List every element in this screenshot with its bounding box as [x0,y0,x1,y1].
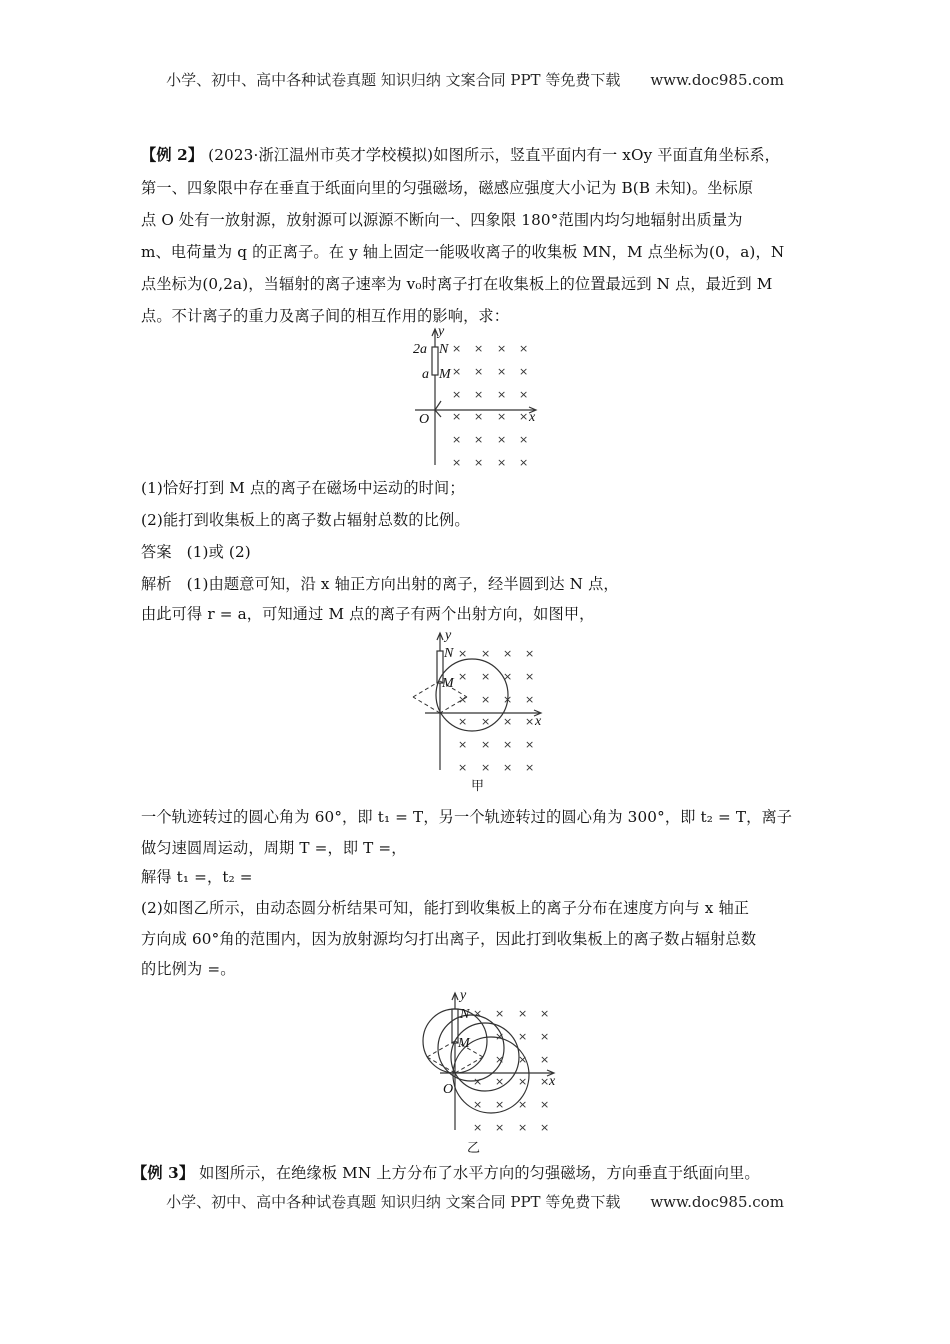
svg-text:×: × [519,433,529,446]
svg-text:×: × [495,1053,505,1066]
example3-text: 如图所示，在绝缘板 MN 上方分布了水平方向的匀强磁场，方向垂直于纸面向里。 [199,1164,760,1182]
x-axis-label: x [529,410,536,425]
label-N: N [439,342,449,357]
svg-text:×: × [519,456,529,469]
analysis-label: 解析 [141,575,172,593]
svg-text:×: × [474,365,484,378]
svg-text:×: × [540,1007,550,1020]
svg-text:x: x [535,714,542,729]
svg-text:×: × [503,647,513,660]
example2-tag: 【例 2】 [141,146,204,164]
analysis-line-1: 解析 (1)由题意可知，沿 x 轴正方向出射的离子，经半圆到达 N 点， [141,575,619,593]
svg-text:×: × [473,1098,483,1111]
svg-text:×: × [518,1007,528,1020]
example2-line-4: m、电荷量为 q 的正离子。在 y 轴上固定一能吸收离子的收集板 MN，M 点坐标为(0，a)，N [141,243,785,261]
svg-text:×: × [518,1053,528,1066]
svg-text:M: M [458,1036,470,1051]
svg-text:×: × [452,456,462,469]
svg-text:N: N [460,1007,470,1022]
svg-text:×: × [458,693,468,706]
header-url[interactable]: www.doc985.com [650,71,784,89]
svg-text:×: × [458,738,468,751]
svg-text:×: × [525,715,535,728]
answer-label: 答案 [141,543,172,561]
figure-jia [405,625,555,795]
question-2: (2)能打到收集板上的离子数占辐射总数的比例。 [141,511,470,529]
svg-text:×: × [525,670,535,683]
svg-text:×: × [503,761,513,774]
svg-text:×: × [458,715,468,728]
svg-text:×: × [497,365,507,378]
svg-text:×: × [481,738,491,751]
svg-text:×: × [519,388,529,401]
svg-text:×: × [540,1053,550,1066]
svg-text:×: × [540,1098,550,1111]
analysis-line-8: 的比例为 =。 [141,960,236,978]
svg-text:x: x [549,1074,556,1089]
svg-text:×: × [474,388,484,401]
analysis-line-2: 由此可得 r = a，可知通过 M 点的离子有两个出射方向，如图甲， [141,605,595,623]
svg-text:×: × [518,1098,528,1111]
svg-text:N: N [444,646,454,661]
svg-text:×: × [519,410,529,423]
svg-text:×: × [503,670,513,683]
svg-text:×: × [497,388,507,401]
page-header [0,69,950,90]
footer-url[interactable]: www.doc985.com [650,1193,784,1211]
svg-text:×: × [525,738,535,751]
magnetic-field-crosses [452,342,528,469]
figure-yi [405,985,565,1157]
svg-text:×: × [495,1030,505,1043]
svg-text:×: × [540,1030,550,1043]
svg-text:×: × [497,342,507,355]
footer-text: 小学、初中、高中各种试卷真题 知识归纳 文案合同 PPT 等免费下载 [166,1193,621,1211]
example2-line-1: 【例 2】 (2023·浙江温州市英才学校模拟)如图所示，竖直平面内有一 xOy 平面直角坐标系， [141,146,780,164]
svg-text:×: × [519,342,529,355]
example2-line-6: 点。不计离子的重力及离子间的相互作用的影响，求： [141,307,510,325]
svg-text:×: × [474,342,484,355]
svg-text:O: O [443,1082,454,1097]
figure-1-coordinate-system [405,325,555,470]
svg-text:×: × [481,715,491,728]
svg-text:×: × [474,433,484,446]
label-2a: 2a [413,342,427,357]
svg-text:×: × [525,693,535,706]
caption-jia: 甲 [471,779,485,794]
svg-text:×: × [452,342,462,355]
svg-text:×: × [495,1098,505,1111]
svg-text:×: × [503,738,513,751]
svg-text:×: × [495,1075,505,1088]
analysis-line-4: 做匀速圆周运动，周期 T =，即 T =， [141,839,407,857]
magnetic-field-crosses [473,1007,549,1134]
svg-text:×: × [452,365,462,378]
origin-label: O [419,412,430,427]
svg-text:×: × [503,715,513,728]
svg-text:×: × [458,647,468,660]
caption-yi: 乙 [467,1141,481,1156]
svg-text:×: × [458,761,468,774]
svg-text:×: × [481,670,491,683]
svg-text:×: × [497,433,507,446]
svg-text:×: × [525,647,535,660]
svg-text:×: × [497,410,507,423]
label-M: M [439,367,451,382]
svg-text:×: × [481,647,491,660]
svg-text:×: × [473,1075,483,1088]
svg-text:×: × [452,433,462,446]
example2-line-2: 第一、四象限中存在垂直于纸面向里的匀强磁场，磁感应强度大小记为 B(B 未知)。坐标原 [141,179,754,197]
svg-text:×: × [481,761,491,774]
svg-text:×: × [497,456,507,469]
label-a: a [422,367,429,382]
svg-text:y: y [445,628,452,643]
svg-text:×: × [518,1075,528,1088]
svg-text:×: × [473,1121,483,1134]
svg-text:×: × [518,1121,528,1134]
svg-text:×: × [473,1007,483,1020]
question-1: (1)恰好打到 M 点的离子在磁场中运动的时间； [141,479,465,497]
analysis-line-7: 方向成 60°角的范围内，因为放射源均匀打出离子，因此打到收集板上的离子数占辐射总数 [141,930,757,948]
analysis-line-3: 一个轨迹转过的圆心角为 60°，即 t₁ = T，另一个轨迹转过的圆心角为 300°，即 t₂ = T，离子 [141,808,793,826]
magnetic-field-crosses [458,647,534,774]
svg-text:×: × [495,1007,505,1020]
svg-text:×: × [474,456,484,469]
svg-text:×: × [452,388,462,401]
answer-line [141,542,811,562]
svg-text:×: × [540,1075,550,1088]
analysis-line-5: 解得 t₁ =，t₂ = [141,868,253,886]
svg-text:×: × [540,1121,550,1134]
analysis-line-6: (2)如图乙所示，由动态圆分析结果可知，能打到收集板上的离子分布在速度方向与 x 轴正 [141,899,750,917]
example2-line-5: 点坐标为(0,2a)，当辐射的离子速率为 v₀时离子打在收集板上的位置最远到 N 点，最近到 M [141,275,773,293]
svg-text:×: × [481,693,491,706]
example3-line [132,1163,802,1183]
svg-text:×: × [519,365,529,378]
svg-text:×: × [495,1121,505,1134]
svg-text:M: M [442,676,454,691]
svg-text:×: × [518,1030,528,1043]
svg-text:×: × [452,410,462,423]
svg-text:×: × [474,410,484,423]
svg-text:y: y [460,988,467,1003]
header-text: 小学、初中、高中各种试卷真题 知识归纳 文案合同 PPT 等免费下载 [166,71,621,89]
example2-line-3: 点 O 处有一放射源，放射源可以源源不断向一、四象限 180°范围内均匀地辐射出质量为 [141,211,743,229]
example3-tag: 【例 3】 [132,1164,195,1182]
answer-text: (1)或 (2) [186,543,251,561]
y-axis-label: y [438,325,445,339]
page-footer [0,1191,950,1212]
svg-text:×: × [503,693,513,706]
svg-text:×: × [525,761,535,774]
svg-text:×: × [458,670,468,683]
